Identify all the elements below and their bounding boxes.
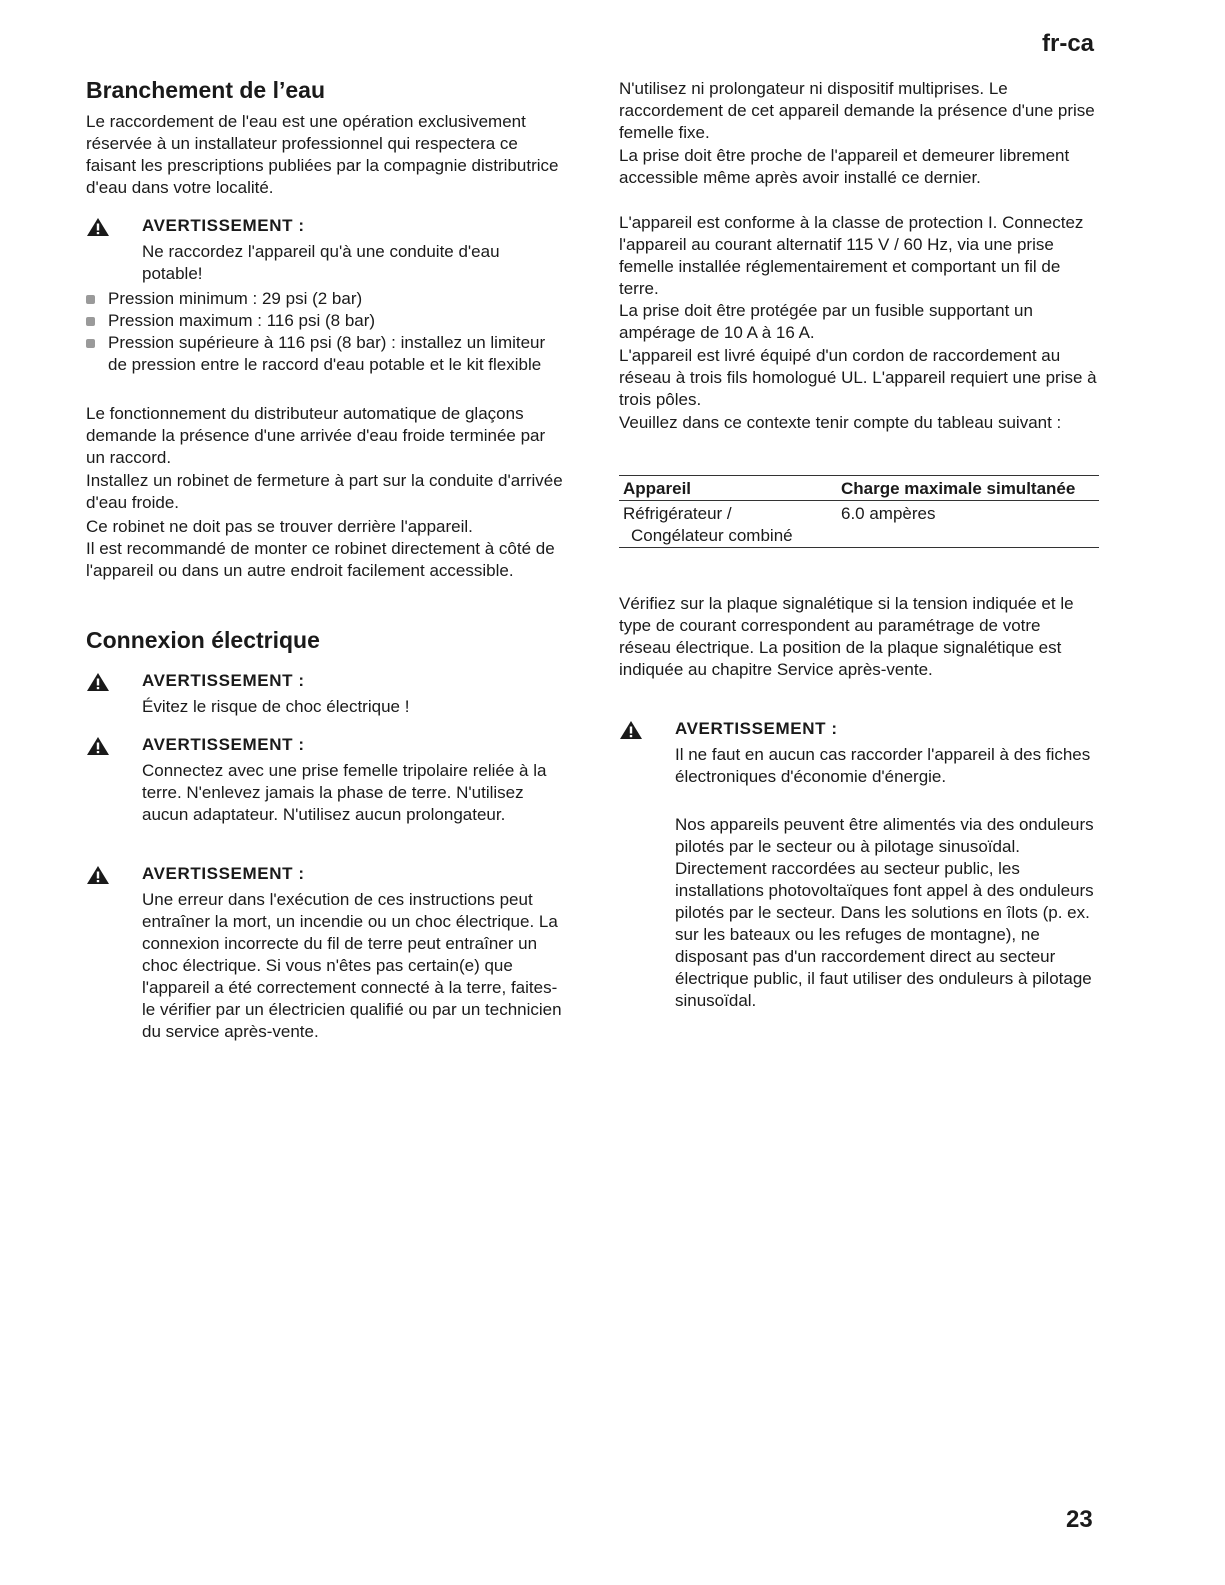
- appliance-line-2: Congélateur combiné: [631, 526, 793, 545]
- warning-title: AVERTISSEMENT :: [142, 735, 305, 754]
- warning-title: AVERTISSEMENT :: [142, 216, 305, 235]
- list-item-text: Pression minimum : 29 psi (2 bar): [108, 289, 363, 308]
- list-item: [86, 332, 556, 376]
- fuse-paragraph: La prise doit être protégée par un fusible supportant un ampérage de 10 A à 16 A.: [619, 301, 1033, 342]
- table-header-row: [619, 476, 1099, 501]
- warning-icon: [86, 217, 110, 237]
- warning-title: AVERTISSEMENT :: [675, 719, 838, 738]
- warning-title: AVERTISSEMENT :: [142, 671, 305, 690]
- table-intro-paragraph: Veuillez dans ce contexte tenir compte du tableau suivant :: [619, 413, 1062, 432]
- warning-title: AVERTISSEMENT :: [142, 864, 305, 883]
- warning-icon: [86, 672, 110, 692]
- list-item: [86, 310, 556, 332]
- bullet-icon: [86, 295, 95, 304]
- list-item-text: Pression maximum : 116 psi (8 bar): [108, 311, 376, 330]
- socket-accessible-paragraph: La prise doit être proche de l'appareil et demeurer librement accessible même après avoir installé ce dernier.: [619, 146, 1070, 187]
- water-connection-heading: Branchement de l’eau: [86, 77, 326, 103]
- bullet-icon: [86, 339, 95, 348]
- bullet-icon: [86, 317, 95, 326]
- table-cell-appliance: [619, 501, 837, 548]
- electrical-connection-heading: Connexion électrique: [86, 627, 320, 653]
- rating-plate-paragraph: Vérifiez sur la plaque signalétique si la tension indiquée et le type de courant correspondent au paramétrage de votre réseau électrique. La position de la plaque signalétique est indiquée au chapitre Service après-vente.: [619, 594, 1074, 679]
- page-number: 23: [1066, 1506, 1093, 1533]
- protection-class-paragraph: L'appareil est conforme à la classe de protection I. Connectez l'appareil au courant alternatif 115 V / 60 Hz, via une prise femelle installée réglementairement et comportant un fil de terre.: [619, 213, 1084, 298]
- table-header-max-load: Charge maximale simultanée: [841, 479, 1076, 498]
- language-code: fr-ca: [1042, 30, 1095, 57]
- warning-text: Connectez avec une prise femelle tripolaire reliée à la terre. N'enlevez jamais la phase de terre. N'utilisez aucun adaptateur. N'utilisez aucun prolongateur.: [142, 761, 547, 824]
- shutoff-valve-paragraph: Installez un robinet de fermeture à part sur la conduite d'arrivée d'eau froide.: [86, 471, 563, 512]
- warning-text-inverters: Nos appareils peuvent être alimentés via des onduleurs pilotés par le secteur ou à pilotage sinusoïdal. Directement raccordées au secteur public, les installations photovoltaïques font appel à des onduleurs pilotés par le secteur. Dans les solutions en îlots (p. ex. sur les bateaux ou les refuges de montagne), ne disposant pas d'un raccordement direct au secteur électrique public, il faut utiliser des onduleurs à pilotage sinusoïdal.: [675, 815, 1094, 1010]
- max-load-table: [619, 475, 1099, 548]
- warning-icon: [86, 865, 110, 885]
- no-extension-paragraph: N'utilisez ni prolongateur ni dispositif multiprises. Le raccordement de cet appareil demande la présence d'une prise femelle fixe.: [619, 79, 1095, 142]
- appliance-line-1: Réfrigérateur /: [623, 504, 732, 523]
- warning-icon: [86, 736, 110, 756]
- warning-text: Une erreur dans l'exécution de ces instructions peut entraîner la mort, un incendie ou un choc électrique. La connexion incorrecte du fil de terre peut entraîner un choc électrique. Si vous n'êtes pas certain(e) que l'appareil a été correctement connecté à la terre, faites-le vérifier par un électricien qualifié ou par un technicien du service après-vente.: [142, 890, 562, 1041]
- power-cord-paragraph: L'appareil est livré équipé d'un cordon de raccordement au réseau à trois fils homologué UL. L'appareil requiert une prise à trois pôles.: [619, 346, 1097, 409]
- warning-text: Ne raccordez l'appareil qu'à une conduite d'eau potable!: [142, 242, 500, 283]
- valve-position-paragraph: Ce robinet ne doit pas se trouver derrière l'appareil.: [86, 517, 473, 536]
- list-item: [86, 288, 556, 310]
- table-cell-charge: 6.0 ampères: [841, 504, 936, 523]
- pressure-list: [86, 288, 556, 376]
- list-item-text: Pression supérieure à 116 psi (8 bar) : installez un limiteur de pression entre le raccord d'eau potable et le kit flexible: [108, 333, 546, 374]
- table-row: [619, 501, 1099, 548]
- warning-text: Évitez le risque de choc électrique !: [142, 697, 410, 716]
- table-header-appliance: Appareil: [623, 479, 692, 498]
- ice-dispenser-paragraph: Le fonctionnement du distributeur automatique de glaçons demande la présence d'une arrivée d'eau froide terminée par un raccord.: [86, 404, 546, 467]
- water-intro-paragraph: Le raccordement de l'eau est une opération exclusivement réservée à un installateur professionnel qui respectera ce faisant les prescriptions publiées par la compagnie distributrice d'eau dans votre localité.: [86, 112, 559, 197]
- valve-recommendation-paragraph: Il est recommandé de monter ce robinet directement à côté de l'appareil ou dans un autre endroit facilement accessible.: [86, 539, 555, 580]
- warning-text: Il ne faut en aucun cas raccorder l'appareil à des fiches électroniques d'économie d'énergie.: [675, 745, 1091, 786]
- warning-icon: [619, 720, 643, 740]
